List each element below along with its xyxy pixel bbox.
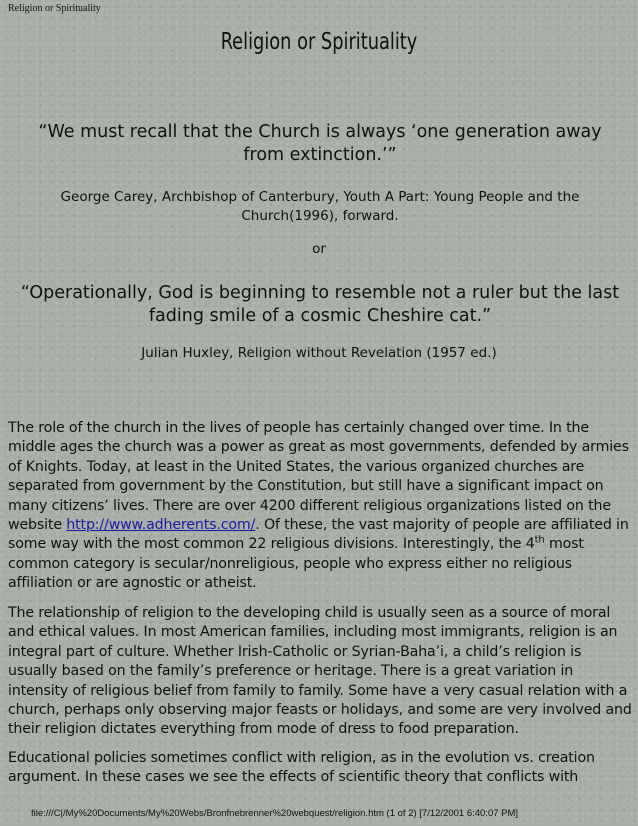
citation-huxley: Julian Huxley, Religion without Revelation (1957 ed.) <box>141 345 497 361</box>
page-title: Religion or Spirituality <box>220 29 418 55</box>
paragraph-religion-child: The relationship of religion to the developing child is usually seen as a source of moral and ethical values. In most American families, including most immigrants, religion is an integral part of culture. Whether Irish-Catholic or Syrian-Baha’i, a child’s religion is usually based on the family’s preference or heritage. There is a great variation in intensity of religious belief from family to family. Some have a very casual relation with a church, perhaps only observing major feasts or holidays, and some are very involved and their religion dictates everything from mode of dress to food preparation. <box>8 605 632 738</box>
paragraph-text: most common category is secular/nonreligious, people who express either no religious affiliation or are agnostic or atheist. <box>8 536 584 592</box>
paragraph-educational-policies: Educational policies sometimes conflict with religion, as in the evolution vs. creation argument. In these cases we see the effects of scientific theory that conflicts with <box>8 750 595 786</box>
quote-carey: “We must recall that the Church is always ‘one generation away from extinction.’” <box>38 122 602 165</box>
paragraph-text: . Of these, the vast majority of people are affiliated in some way with the most common 22 religious divisions. Interestingly, the 4 <box>8 517 629 553</box>
print-header-title: Religion or Spirituality <box>8 3 101 14</box>
paragraph-church-role <box>8 419 632 594</box>
adherents-link[interactable]: http://www.adherents.com/ <box>66 517 256 534</box>
paragraph-text: The role of the church in the lives of people has certainly changed over time. In the middle ages the church was a power as great as most governments, defended by armies of Knights. Today, at least in the United States, the various organized churches are separated from government by the Constitution, but still have a significant impact on many citizens’ lives. There are over 4200 different religious organizations listed on the website <box>8 420 629 534</box>
separator-or: or <box>312 241 326 257</box>
superscript-th: th <box>534 534 545 546</box>
citation-carey: George Carey, Archbishop of Canterbury, Youth A Part: Young People and the Church(1996), forward. <box>60 189 580 224</box>
print-footer-url: file:///C|/My%20Documents/My%20Webs/Bronfnebrenner%20webquest/religion.htm (1 of 2) [7/12/2001 6:40:07 PM] <box>31 808 519 819</box>
quote-huxley: “Operationally, God is beginning to resemble not a ruler but the last fading smile of a cosmic Cheshire cat.” <box>20 283 620 326</box>
